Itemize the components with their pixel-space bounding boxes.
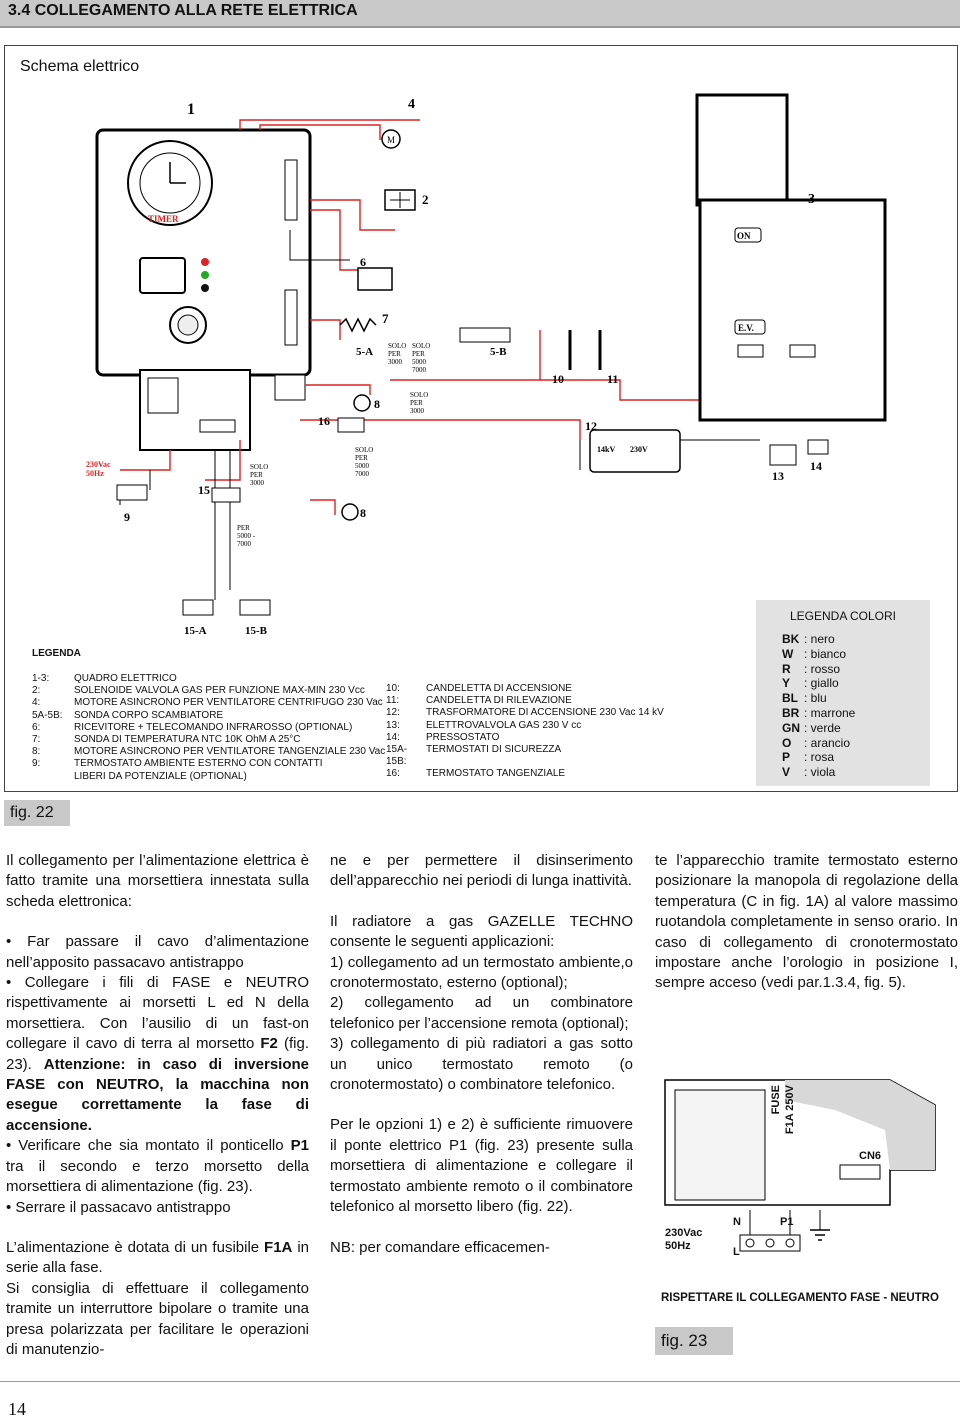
svg-text:PER: PER [410,399,423,407]
color-legend-title: LEGENDA COLORI [789,609,897,623]
paragraph: Il collegamento per l’alimentazione elettrica è fatto tramite una morsettiera innestata sulla scheda elettronica: [6,852,309,910]
legend-row: 14: PRESSOSTATO [386,731,500,743]
list-item: 3) collegamento di più radiatori a gas sotto un unico termostato remoto (o cronotermostato) o combinatore telefonico. [330,1035,633,1094]
text-column-3 [655,851,958,994]
svg-text:12: 12 [585,419,597,433]
electrodes [552,330,618,386]
legend-row: 10: CANDELETTA DI ACCENSIONE [386,683,572,694]
svg-text:13: 13 [772,469,784,483]
legend-row: 16: TERMOSTATO TANGENZIALE [386,768,566,780]
svg-text:230V: 230V [630,445,648,454]
svg-text:16: 16 [318,414,330,428]
page-number: 14 [8,1399,26,1419]
paragraph: NB: per comandare efficacemen- [330,1238,550,1256]
thermostat-16 [318,414,364,432]
safety-thermostats [183,600,270,637]
color-row: O : arancio [782,735,851,750]
color-row: V : viola [782,765,836,780]
legend-row: 1-3: QUADRO ELETTRICO [32,673,177,684]
gas-valve-13 [770,440,828,483]
terminal-n: N [733,1216,741,1228]
warning-text: RISPETTARE IL COLLEGAMENTO FASE - NEUTRO [661,1292,939,1304]
svg-text:14: 14 [810,459,822,473]
supply-voltage: 230Vac [665,1227,703,1239]
control-panel [97,101,310,375]
svg-text:15-B: 15-B [245,625,267,637]
legend-title: LEGENDA [32,648,81,659]
svg-text:15: 15 [198,483,210,497]
bullet: • Verificare che sia montato il ponticello P1 tra il secondo e terzo morsetto della morsettiera di alimentazione (fig. 23). [6,1137,309,1196]
svg-text:7000: 7000 [412,366,426,374]
section-title: 3.4 COLLEGAMENTO ALLA RETE ELETTRICA [8,2,358,19]
svg-text:7000: 7000 [237,540,251,548]
legend-row: 2: SOLENOIDE VALVOLA GAS PER FUNZIONE MAX-MIN 230 Vcc [32,685,365,697]
probe-5b [460,328,510,358]
svg-text:PER: PER [412,350,425,358]
footer-divider [0,1381,960,1382]
label-7: 7 [382,311,389,326]
fig22-tag: fig. 22 [4,800,70,826]
svg-text:14kV: 14kV [597,445,616,454]
color-row: Y : giallo [782,676,839,691]
receiver-6 [358,255,392,290]
svg-text:8: 8 [360,506,366,520]
paragraph: Per le opzioni 1) e 2) è sufficiente rimuovere il ponte elettrico P1 (fig. 23) presente sulla morsettiera di alimentazione e collegare il termostato ambiente remoto o il combinatore telefonico al morsetto libero (fig. 22). [330,1116,633,1216]
svg-text:E.V.: E.V. [738,323,754,333]
legend-row: 12: TRASFORMATORE DI ACCENSIONE 230 Vac 14 kV [386,707,664,719]
list-item: 1) collegamento ad un termostato ambiente,o cronotermostato, esterno (optional); [330,953,633,992]
fan-motor-4 [382,97,415,148]
legend-row: 9: TERMOSTATO AMBIENTE ESTERNO CON CONTATTI LIBERI DA POTENZIALE (OPTIONAL) [32,758,323,782]
lower-board [140,370,305,450]
svg-text:PER: PER [237,524,250,532]
color-row: R : rosso [782,661,841,676]
legend-row: 15A-15B: TERMOSTATI DI SICUREZZA [386,744,562,768]
paragraph: Si consiglia di effettuare il collegamento tramite un interruttore bipolare o tramite una presa polarizzata per facilitare le operazioni di manutenzio- [6,1279,309,1358]
svg-text:SOLO: SOLO [412,342,431,350]
svg-text:5000 -: 5000 - [237,532,256,540]
legend-row: 6: RICEVITORE + TELECOMANDO INFRAROSSO (OPTIONAL) [32,721,353,733]
legend [32,648,386,783]
svg-text:50Hz: 50Hz [86,469,104,478]
timer-label: TIMER [148,214,179,224]
terminal-l: L [733,1246,740,1258]
legend-row: 11: CANDELETTA DI RILEVAZIONE [386,695,572,707]
svg-text:SOLO: SOLO [355,446,374,454]
svg-text:230Vac: 230Vac [86,460,111,469]
fuse-value: F1A 250V [784,1085,796,1135]
svg-text:ON: ON [737,231,751,241]
color-legend [756,600,930,786]
svg-text:SOLO: SOLO [250,463,269,471]
color-row: BK : nero [782,632,835,646]
fig23-tag: fig. 23 [655,1327,733,1355]
svg-text:3000: 3000 [410,407,424,415]
svg-text:PER: PER [355,454,368,462]
svg-text:SOLO: SOLO [388,342,407,350]
supply-frequency: 50Hz [665,1240,691,1252]
legend-row: 7: SONDA DI TEMPERATURA NTC 10K OhM A 25°C [32,734,301,746]
terminal-p1: P1 [780,1216,794,1228]
svg-text:3000: 3000 [250,479,264,487]
color-row: GN : verde [782,720,841,735]
color-row: W : bianco [782,646,847,661]
label-5a: 5-A [356,346,374,358]
svg-text:PER: PER [250,471,263,479]
svg-text:7000: 7000 [355,470,369,478]
svg-text:3000: 3000 [388,358,402,366]
label-6: 6 [360,255,366,269]
legend-right [386,683,738,781]
svg-text:5000: 5000 [355,462,369,470]
svg-text:10: 10 [552,372,564,386]
label-5b: 5-B [490,346,507,358]
svg-text:5000: 5000 [412,358,426,366]
svg-text:11: 11 [607,372,619,386]
svg-text:PER: PER [388,350,401,358]
text-column-2 [330,851,633,1258]
color-row: BR : marrone [782,705,856,720]
paragraph: L’alimentazione è dotata di un fusibile F1A in serie alla fase. [6,1238,309,1277]
label-4: 4 [408,97,415,112]
legend-row: 13: ELETTROVALVOLA GAS 230 V cc [386,719,582,731]
solenoid-2 [385,190,429,210]
legend-row: 4: MOTORE ASINCRONO PER VENTILATORE CENTRIFUGO 230 Vac [32,697,383,709]
svg-text:8: 8 [374,397,380,411]
svg-text:9: 9 [124,510,130,524]
diagram-subtitle: Schema elettrico [20,58,140,75]
bullet: • Collegare i fili di FASE e NEUTRO rispettivamente ai morsetti L ed N della morsettiera. Con l’ausilio di un fast-on collegare il cavo di terra al morsetto F2 (fig. 23). Attenzione: in caso di inversione FASE con NEUTRO, la macchina non esegue correttamente la fase di accensione. [6,974,310,1134]
fuse-label: FUSE [770,1085,782,1115]
label-2: 2 [422,192,429,207]
svg-text:15-A: 15-A [184,625,207,637]
paragraph: te l’apparecchio tramite termostato esterno posizionare la manopola di regolazione della temperatura (C in fig. 1A) al valore massimo ruotandola completamente in senso orario. In caso di collegamento di cronotermostato impostare anche l’orologio in posizione I, sempre acceso (vedi par.1.3.4, fig. 5). [655,852,958,992]
color-row: BL : blu [782,691,827,706]
svg-text:M: M [387,135,396,145]
cn6-label: CN6 [859,1150,882,1162]
paragraph: ne e per permettere il disinserimento dell’apparecchio nei periodi di lunga inattività. [330,852,633,890]
bullet: • Far passare il cavo d’alimentazione nell’apposito passacavo antistrappo [6,933,309,971]
paragraph: Il radiatore a gas GAZELLE TECHNO consente le seguenti applicazioni: [330,912,633,951]
svg-text:3: 3 [808,192,815,207]
ntc-probe-7 [340,311,389,358]
label-1: 1 [187,101,195,118]
panel-3 [697,95,885,420]
ignition-transformer-12 [585,419,680,472]
text-column-1 [6,851,309,1360]
svg-text:SOLO: SOLO [410,391,429,399]
color-row: P : rosa [782,750,835,765]
legend-row: 5A-5B: SONDA CORPO SCAMBIATORE [32,709,224,721]
bullet: • Serrare il passacavo antistrappo [6,1198,231,1216]
legend-row: 8: MOTORE ASINCRONO PER VENTILATORE TANGENZIALE 230 Vac [32,746,386,758]
list-item: 2) collegamento ad un combinatore telefonico per l’accensione remota (optional); [330,994,633,1032]
fig23-diagram [655,1070,955,1360]
